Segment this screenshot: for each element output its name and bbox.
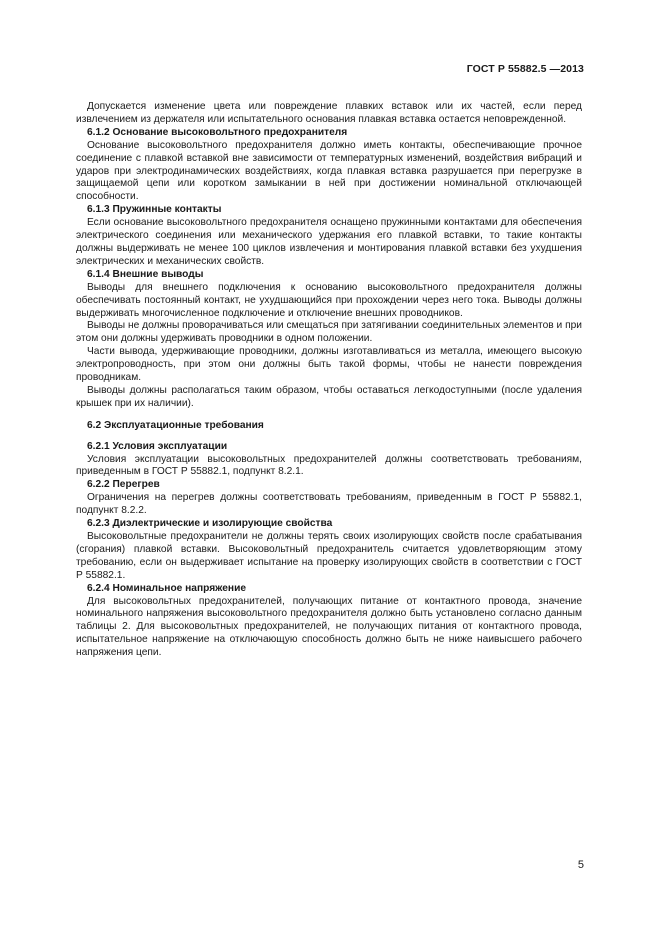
section-6-2-1-text: Условия эксплуатации высоковольтных предохранителей должны соответствовать требованиям, приведенным в ГОСТ Р 55882.1, подпункт 8.2.1. [76, 453, 582, 478]
document-body [76, 101, 582, 660]
section-6-1-4-paragraph: Выводы должны располагаться таким образом, чтобы оставаться легкодоступными (после удаления крышек при их наличии). [76, 384, 582, 409]
section-6-2-2-text: Ограничения на перегрев должны соответствовать требованиям, приведенным в ГОСТ Р 55882.1, подпункт 8.2.2. [76, 492, 582, 517]
section-6-2-4-text: Для высоковольтных предохранителей, получающих питание от контактного провода, значение номинального напряжения высоковольтного предохранителя должно быть установлено согласно данным таблицы 2. Для высоковольтных предохранителей, не получающих питания от контактного провода, испытательное напряжение на отключающую способность должно быть не ниже наивысшего рабочего напряжения цепи. [76, 595, 582, 659]
section-6-1-3-text: Если основание высоковольтного предохранителя оснащено пружинными контактами для обеспечения электрического соединения или механического удержания его плавкой вставки, то такие контакты должны выдерживать не менее 100 циклов извлечения и монтирования плавкой вставки без ухудшения электрических и механических свойств. [76, 217, 582, 267]
section-6-1-2-heading: 6.1.2 Основание высоковольтного предохранителя [87, 126, 348, 138]
section-6-1-4-paragraph: Части вывода, удерживающие проводники, должны изготавливаться из металла, имеющего высокую электропроводность, при этом они должны быть такой формы, чтобы не нанести повреждения проводникам. [76, 346, 582, 384]
section-6-1-4-heading: 6.1.4 Внешние выводы [87, 268, 204, 280]
section-6-2-2-heading: 6.2.2 Перегрев [87, 479, 160, 491]
section-6-2-3-heading: 6.2.3 Диэлектрические и изолирующие свойства [87, 518, 333, 530]
section-6-1-4-paragraph: Выводы не должны проворачиваться или смещаться при затягивании соединительных элементов и при этом они должны удерживать проводники в одном положении. [76, 320, 582, 345]
intro-paragraph: Допускается изменение цвета или повреждение плавких вставок или их частей, если перед извлечением из держателя или испытательного основания плавкая вставка остается неповрежденной. [76, 101, 582, 125]
section-6-2-heading: 6.2 Эксплуатационные требования [87, 419, 264, 431]
section-6-2-4-heading: 6.2.4 Номинальное напряжение [87, 582, 247, 594]
section-6-1-4-paragraph: Выводы для внешнего подключения к основанию высоковольтного предохранителя должны обеспечивать постоянный контакт, не ухудшающийся при прохождении через него тока. Выводы должны выдерживать многочисленное подключение и отключение внешних проводников. [76, 281, 582, 319]
section-6-2-1-heading: 6.2.1 Условия эксплуатации [87, 440, 228, 452]
section-6-2-3-text: Высоковольтные предохранители не должны терять своих изолирующих свойств после срабатывания (сгорания) плавкой вставки. Высоковольтный предохранитель считается удовлетворяющим этому требованию, если он выдерживает испытание на проверку изолирующих свойств в соответствии с ГОСТ Р 55882.1. [76, 531, 582, 581]
section-6-1-2-text: Основание высоковольтного предохранителя должно иметь контакты, обеспечивающие прочное соединение с плавкой вставкой вне зависимости от температурных изменений, воздействия вибраций и ударов при электродинамических воздействиях, когда плавкая вставка разрушается при перегрузке в защищаемой цепи или коротком замыкании в ней при достижении номинальной отключающей способности. [76, 139, 582, 203]
section-6-1-3-heading: 6.1.3 Пружинные контакты [87, 204, 222, 216]
document-header: ГОСТ Р 55882.5 —2013 [466, 63, 584, 75]
page-number: 5 [577, 859, 584, 871]
